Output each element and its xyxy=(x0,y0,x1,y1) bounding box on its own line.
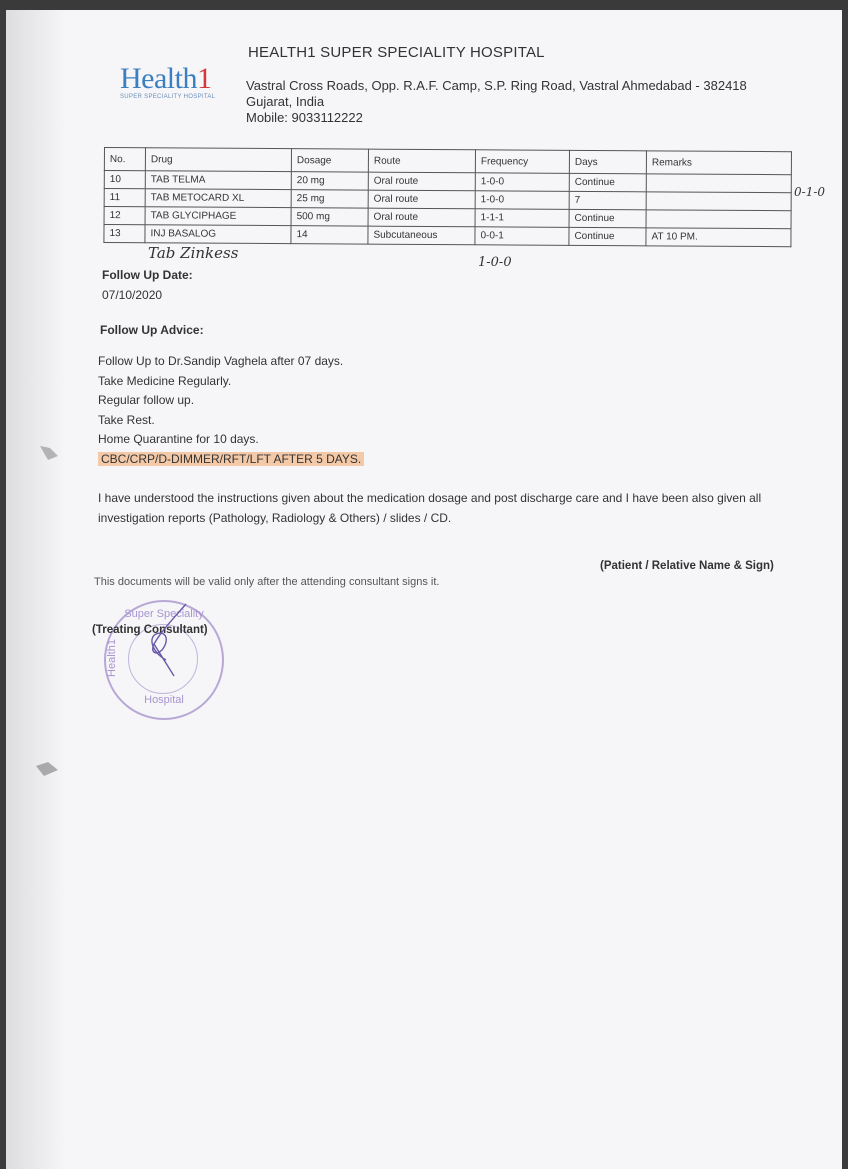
col-route: Route xyxy=(368,149,475,173)
logo-subtitle: SUPER SPECIALITY HOSPITAL xyxy=(120,94,216,100)
cell-no: 13 xyxy=(104,225,145,243)
cell-days: Continue xyxy=(569,173,646,191)
cell-route: Oral route xyxy=(368,208,475,227)
address-line-1: Vastral Cross Roads, Opp. R.A.F. Camp, S.P. Ring Road, Vastral Ahmedabad - 382418 xyxy=(246,78,747,93)
advice-item: Regular follow up. xyxy=(98,393,195,407)
cell-days: Continue xyxy=(569,227,646,245)
hospital-name: HEALTH1 SUPER SPECIALITY HOSPITAL xyxy=(248,44,545,61)
cell-frequency: 1-1-1 xyxy=(475,209,569,228)
cell-drug: TAB METOCARD XL xyxy=(145,189,291,208)
hospital-logo xyxy=(120,62,220,100)
follow-up-advice-list xyxy=(98,352,364,469)
handwritten-margin-note: 0-1-0 xyxy=(794,185,826,199)
cell-no: 12 xyxy=(104,207,145,225)
cell-dosage: 14 xyxy=(291,226,368,244)
consultant-signature xyxy=(126,600,216,680)
document-page xyxy=(6,10,842,1169)
advice-item: Home Quarantine for 10 days. xyxy=(98,432,259,446)
cell-remarks xyxy=(646,210,791,229)
cell-route: Oral route xyxy=(368,172,475,191)
stamp-text-top: Super Speciality xyxy=(124,608,204,620)
stamp-text-bottom: Hospital xyxy=(144,694,184,706)
follow-up-date-label: Follow Up Date: xyxy=(102,268,193,282)
cell-remarks: AT 10 PM. xyxy=(646,228,791,247)
handwritten-frequency-note: 1-0-0 xyxy=(478,255,512,270)
cell-remarks xyxy=(646,174,791,193)
col-days: Days xyxy=(569,150,646,173)
col-frequency: Frequency xyxy=(475,150,569,174)
treating-consultant-label: (Treating Consultant) xyxy=(92,624,208,636)
patient-sign-label: (Patient / Relative Name & Sign) xyxy=(600,560,774,572)
advice-item: Take Rest. xyxy=(98,412,155,427)
advice-item: Take Medicine Regularly. xyxy=(98,373,232,388)
hospital-address xyxy=(246,78,747,126)
cell-days: 7 xyxy=(569,191,646,209)
scan-mark xyxy=(36,440,66,464)
logo-one: 1 xyxy=(196,62,212,95)
cell-frequency: 1-0-0 xyxy=(475,191,569,210)
cell-drug: INJ BASALOG xyxy=(145,225,291,244)
stamp-text-left: Health1 xyxy=(106,639,118,677)
follow-up-date-value: 07/10/2020 xyxy=(102,288,163,302)
cell-no: 10 xyxy=(104,171,145,189)
follow-up-advice-label: Follow Up Advice: xyxy=(100,323,204,337)
col-remarks: Remarks xyxy=(646,151,791,175)
col-drug: Drug xyxy=(145,148,291,172)
col-dosage: Dosage xyxy=(291,149,368,172)
scan-mark xyxy=(32,756,66,780)
cell-dosage: 25 mg xyxy=(291,190,368,208)
cell-route: Subcutaneous xyxy=(368,226,475,245)
address-line-2: Gujarat, India xyxy=(246,94,325,109)
tests-highlighted: CBC/CRP/D-DIMMER/RFT/LFT AFTER 5 DAYS. xyxy=(98,452,364,466)
cell-dosage: 500 mg xyxy=(291,208,368,226)
cell-dosage: 20 mg xyxy=(291,172,368,190)
cell-route: Oral route xyxy=(368,190,475,209)
cell-no: 11 xyxy=(104,189,145,207)
advice-item: Follow Up to Dr.Sandip Vaghela after 07 days. xyxy=(98,354,344,368)
col-no: No. xyxy=(104,148,145,171)
cell-remarks xyxy=(646,192,791,211)
cell-drug: TAB TELMA xyxy=(145,171,291,190)
medication-table xyxy=(103,147,792,247)
cell-drug: TAB GLYCIPHAGE xyxy=(145,207,291,226)
logo-word: Health xyxy=(120,62,197,95)
cell-frequency: 0-0-1 xyxy=(475,227,569,246)
handwritten-drug-note: Tab Zinkess xyxy=(148,244,239,262)
declaration-text: I have understood the instructions given about the medication dosage and post discharge care and I have been also given all investigation reports (Pathology, Radiology & Others) / slides / CD. xyxy=(98,491,762,525)
cell-frequency: 1-0-0 xyxy=(475,173,569,192)
cell-days: Continue xyxy=(569,209,646,227)
validity-note: This documents will be valid only after the attending consultant signs it. xyxy=(94,576,440,588)
mobile-number: Mobile: 9033112222 xyxy=(246,110,363,125)
